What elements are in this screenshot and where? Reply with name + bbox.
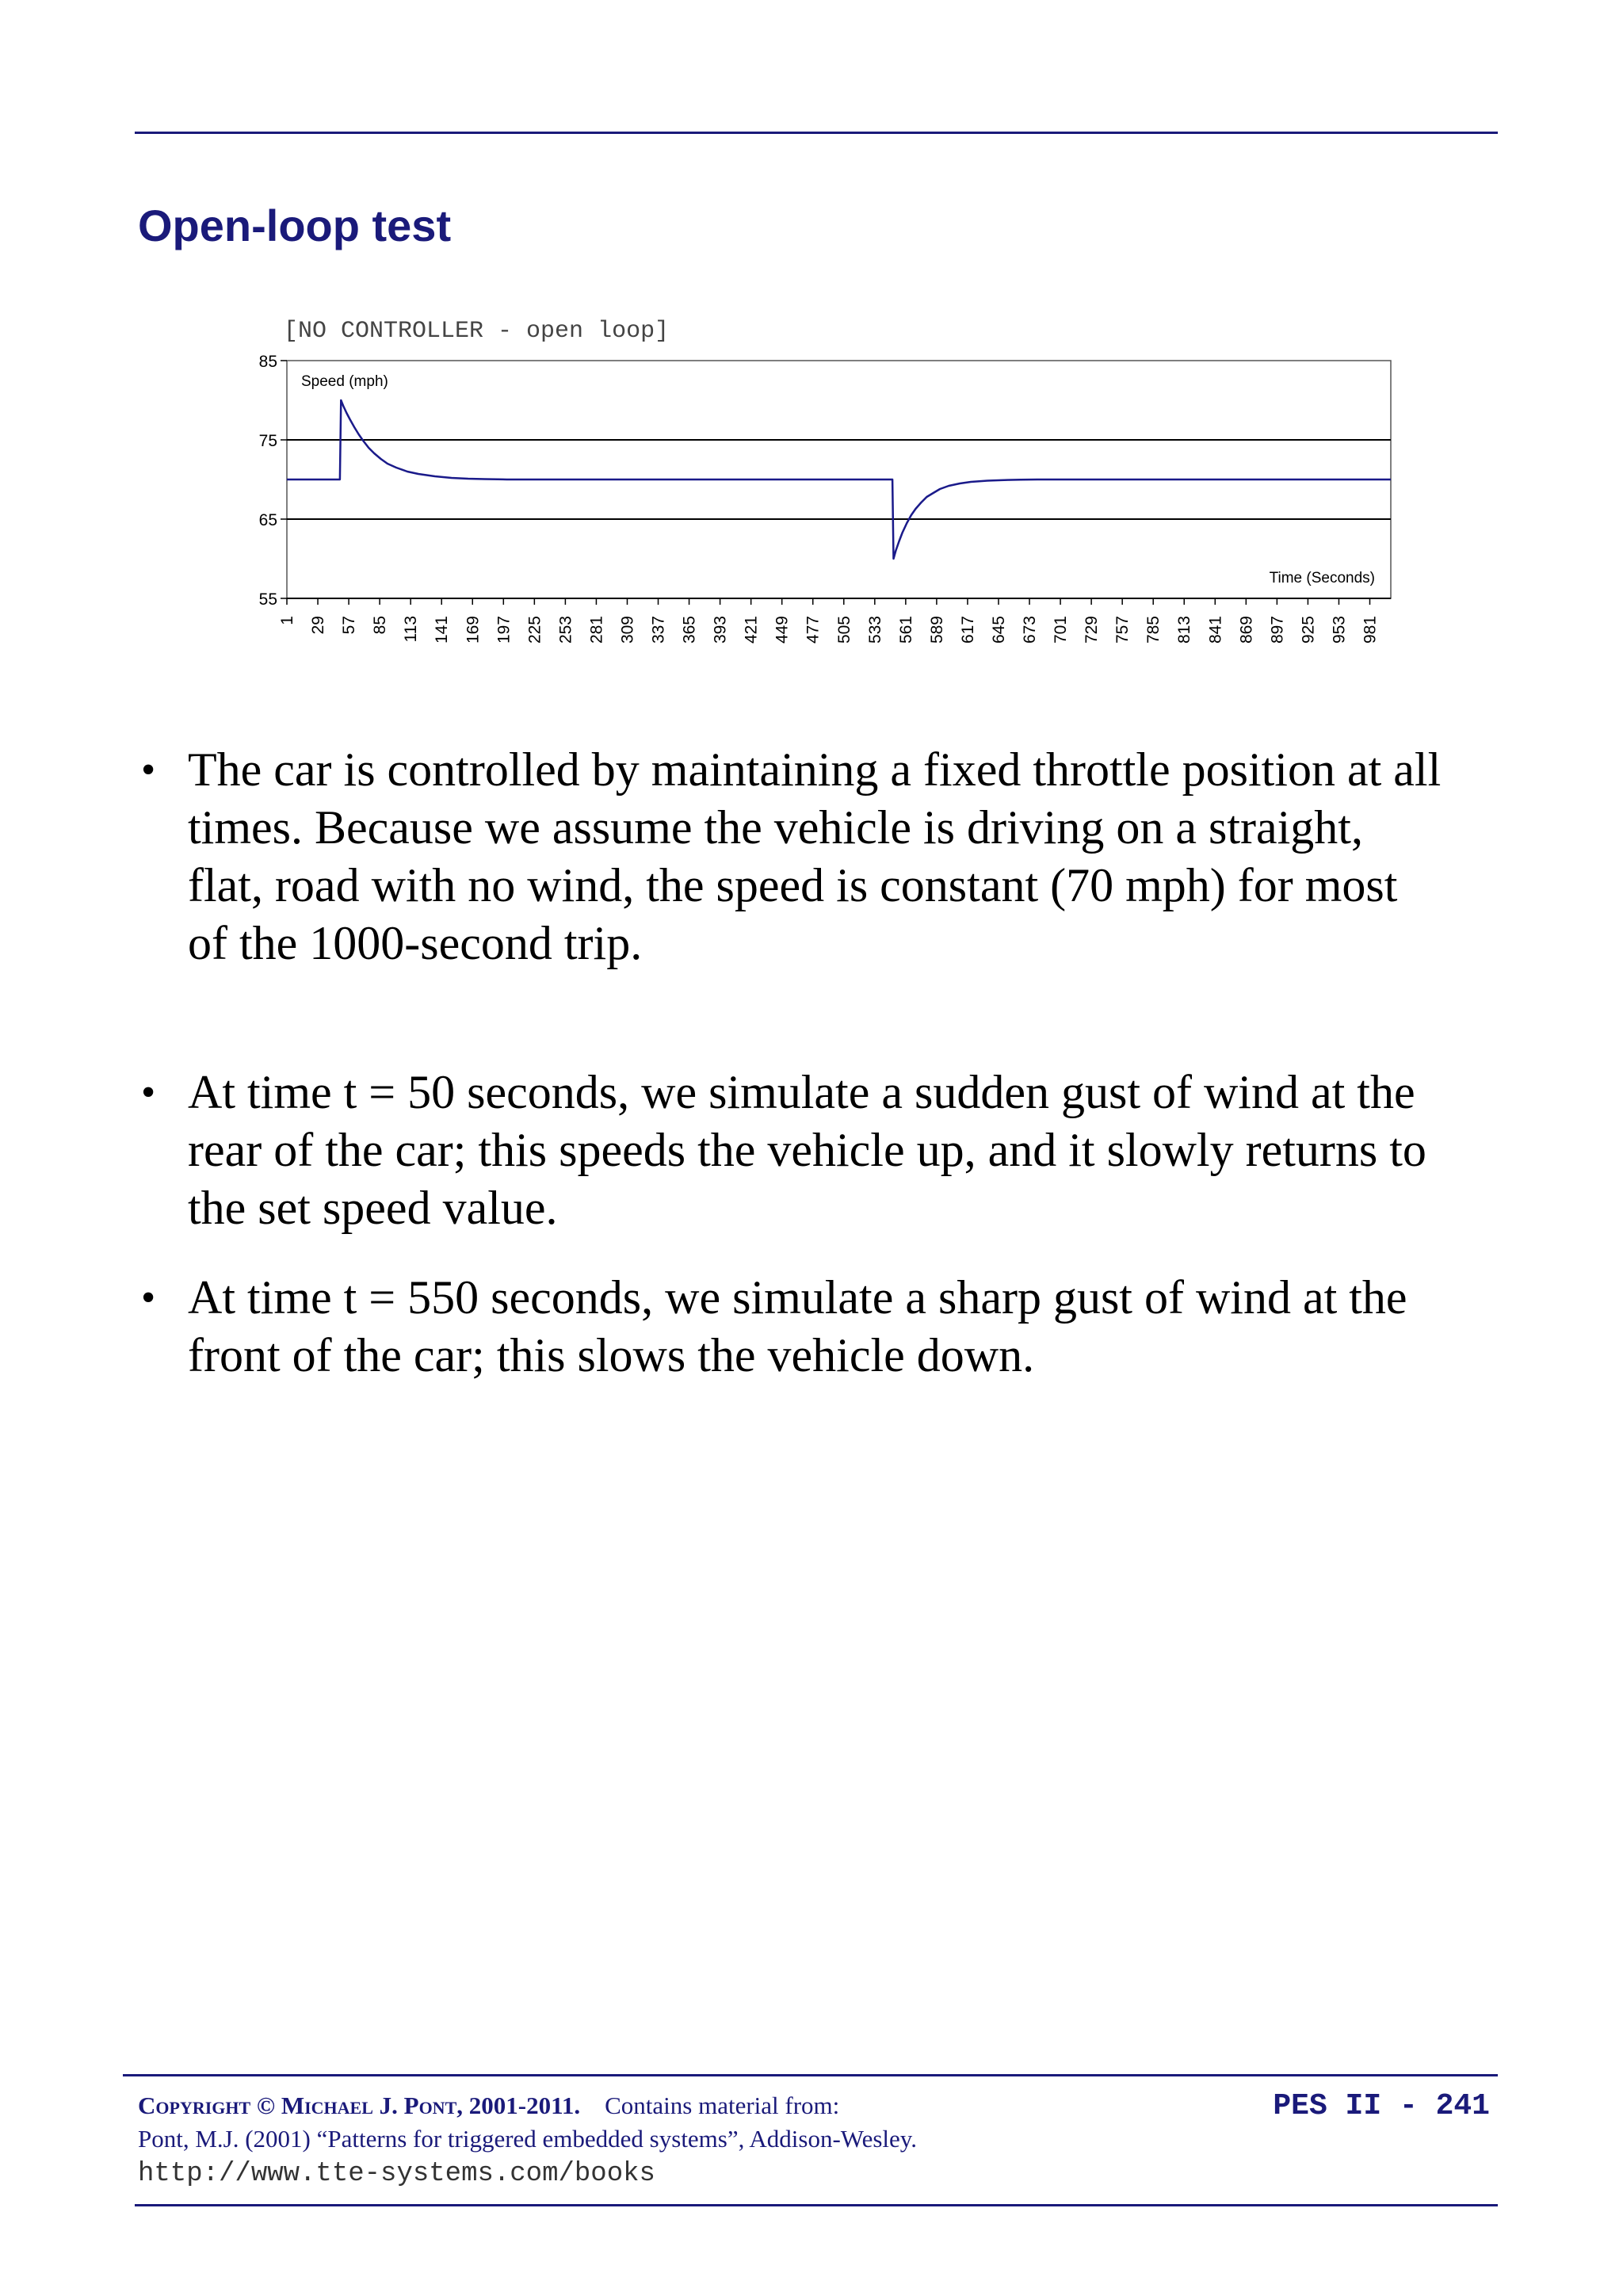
- bullet-text: The car is controlled by maintaining a fixed throttle position at all times. Because we assume the vehicle is driving on a straight, flat, road with no wind, the speed is constant (70 mph) for most of the 1000-second trip.: [188, 743, 1442, 969]
- speed-chart: [238, 305, 1411, 678]
- x-tick-label: 113: [402, 616, 421, 643]
- x-tick-label: 337: [649, 616, 668, 644]
- page-number: PES II - 241: [1273, 2089, 1490, 2123]
- bullet-item: [135, 1064, 1442, 1237]
- speed-series-line: [287, 400, 1391, 559]
- footer-reference: Pont, M.J. (2001) “Patterns for triggered embedded systems”, Addison-Wesley.: [138, 2125, 918, 2153]
- x-tick-label: 561: [896, 616, 915, 644]
- x-tick-label: 477: [804, 616, 823, 644]
- x-tick-label: 925: [1299, 616, 1318, 644]
- footer-bottom-divider: [135, 2204, 1498, 2206]
- x-tick-label: 393: [711, 616, 730, 644]
- bullet-list: [135, 741, 1442, 1385]
- x-tick-label: 701: [1052, 616, 1071, 644]
- x-tick-label: 673: [1021, 615, 1040, 644]
- x-tick-label: 589: [927, 616, 946, 644]
- speed-chart-svg: [238, 305, 1411, 678]
- x-tick-label: 29: [309, 616, 328, 635]
- x-tick-label: 253: [556, 616, 575, 644]
- x-tick-label: 421: [742, 616, 761, 644]
- x-tick-label: 813: [1175, 616, 1194, 644]
- y-tick-label: 75: [258, 432, 277, 450]
- footer-url: http://www.tte-systems.com/books: [138, 2159, 655, 2189]
- footer-copyright: Copyright © Michael J. Pont, 2001-2011.: [138, 2092, 581, 2119]
- x-tick-label: 309: [618, 616, 637, 644]
- y-tick-label: 55: [258, 590, 277, 609]
- bullet-text: At time t = 50 seconds, we simulate a sudden gust of wind at the rear of the car; this speeds the vehicle up, and it slowly returns to the set speed value.: [188, 1066, 1426, 1234]
- x-tick-label: 953: [1330, 616, 1349, 644]
- x-tick-label: 533: [865, 616, 884, 644]
- x-tick-label: 225: [525, 616, 544, 644]
- page-title: Open-loop test: [138, 201, 452, 250]
- x-tick-label: 57: [340, 616, 359, 635]
- x-axis-label: Time (Seconds): [1269, 570, 1375, 586]
- x-tick-label: 981: [1361, 616, 1380, 644]
- x-tick-label: 869: [1237, 616, 1256, 644]
- y-tick-label: 85: [258, 353, 277, 371]
- x-tick-label: 645: [989, 616, 1008, 644]
- x-tick-label: 197: [495, 616, 514, 644]
- bullet-dot: •: [141, 1275, 156, 1320]
- bullet-dot: •: [141, 1070, 156, 1115]
- x-tick-label: 85: [371, 616, 390, 635]
- bullet-text: At time t = 550 seconds, we simulate a sharp gust of wind at the front of the car; this slows the vehicle down.: [188, 1271, 1407, 1381]
- x-tick-label: 841: [1206, 616, 1225, 644]
- y-axis-label: Speed (mph): [301, 373, 388, 390]
- bullet-item: [135, 741, 1442, 972]
- top-divider: [135, 132, 1498, 134]
- chart-title: [NO CONTROLLER - open loop]: [284, 318, 670, 345]
- x-tick-label: 617: [958, 616, 977, 644]
- x-tick-label: 757: [1113, 616, 1132, 644]
- x-tick-label: 729: [1083, 616, 1102, 644]
- bullet-item: [135, 1269, 1442, 1385]
- x-tick-label: 897: [1268, 616, 1287, 644]
- x-tick-label: 785: [1144, 616, 1163, 644]
- x-tick-label: 281: [587, 616, 606, 644]
- x-tick-label: 365: [680, 616, 699, 644]
- footer-contains: Contains material from:: [605, 2092, 840, 2119]
- x-tick-label: 141: [433, 616, 452, 644]
- x-tick-label: 505: [834, 616, 854, 644]
- y-tick-label: 65: [258, 511, 277, 529]
- footer-top-divider: [123, 2074, 1498, 2076]
- x-tick-label: 449: [773, 616, 792, 644]
- x-tick-label: 1: [278, 616, 296, 625]
- x-tick-label: 169: [464, 616, 483, 644]
- bullet-dot: •: [141, 747, 156, 793]
